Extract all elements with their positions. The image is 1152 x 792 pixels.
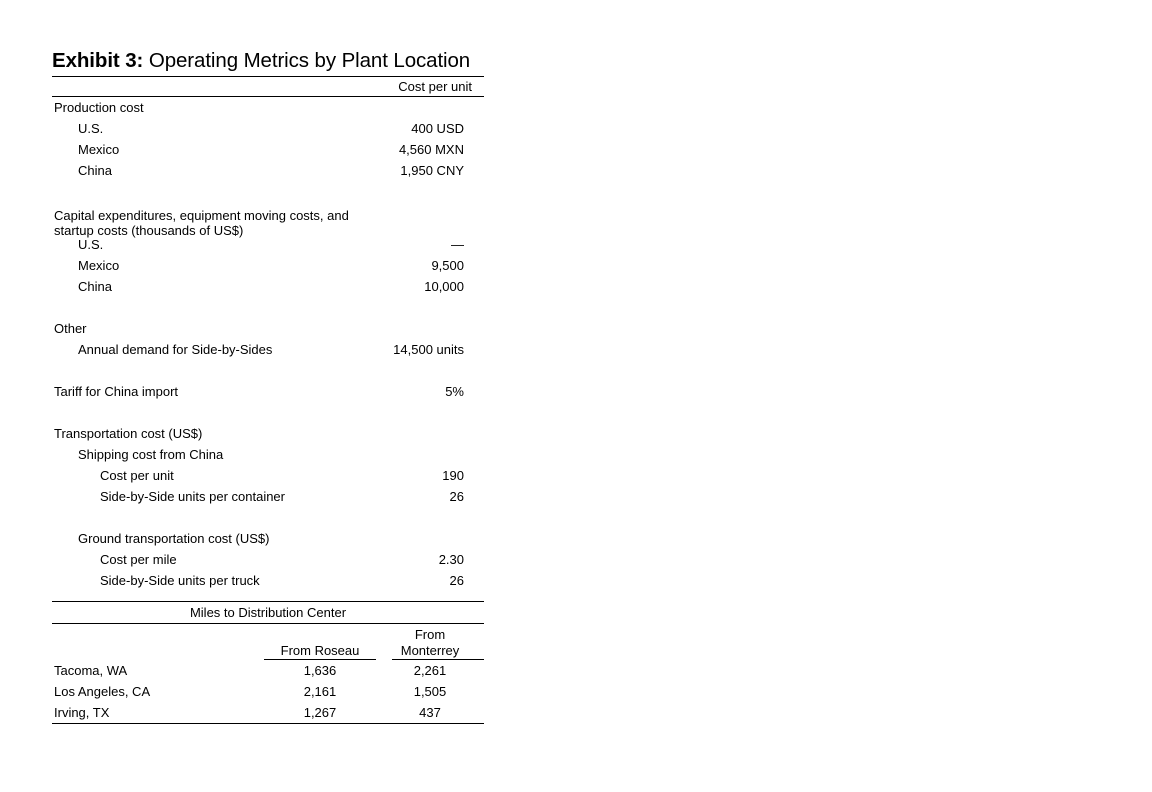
capex-heading: Capital expenditures, equipment moving costs, and startup costs (thousands of US$) [54, 208, 349, 238]
shipping-heading: Shipping cost from China [78, 447, 224, 462]
transportation-heading: Transportation cost (US$) [54, 426, 203, 441]
row-value: 4,560 MXN [398, 142, 464, 157]
row-label: Mexico [78, 258, 120, 273]
spacer [52, 297, 484, 318]
row-label: U.S. [78, 121, 104, 136]
spacer [52, 507, 484, 528]
miles-bottom-rule [52, 723, 484, 724]
row-value: 9,500 [431, 258, 464, 273]
row-label: U.S. [78, 237, 104, 252]
destination-label: Los Angeles, CA [54, 684, 151, 699]
column-header-cost-per-unit: Cost per unit [398, 79, 472, 94]
exhibit-title-text: Operating Metrics by Plant Location [143, 49, 471, 72]
row-value: 5% [445, 384, 464, 399]
production-cost-heading: Production cost [54, 100, 144, 115]
row-label: China [78, 163, 112, 178]
exhibit-table [52, 48, 484, 724]
tariff-row [52, 381, 484, 402]
miles-from-roseau: 1,636 [303, 663, 337, 678]
row-value: 26 [449, 489, 464, 504]
production-row-mexico [52, 139, 484, 160]
column-header-from-roseau: From Roseau [280, 643, 360, 658]
table-row [52, 702, 484, 723]
row-value: 400 USD [411, 121, 464, 136]
spacer [52, 360, 484, 381]
row-label: Tariff for China import [54, 384, 179, 399]
row-label: Cost per unit [100, 468, 174, 483]
miles-from-roseau: 2,161 [303, 684, 337, 699]
miles-from-monterrey: 2,261 [413, 663, 447, 678]
row-value: 10,000 [424, 279, 464, 294]
row-label: Annual demand for Side-by-Sides [78, 342, 273, 357]
ground-row-units-per-truck [52, 570, 484, 591]
row-label: Cost per mile [100, 552, 177, 567]
ground-row-cost-per-mile [52, 549, 484, 570]
table-row [52, 660, 484, 681]
miles-from-monterrey: 1,505 [413, 684, 447, 699]
production-row-china [52, 160, 484, 181]
destination-label: Tacoma, WA [54, 663, 128, 678]
row-value: — [451, 237, 464, 252]
ground-heading: Ground transportation cost (US$) [78, 531, 270, 546]
row-value: 14,500 units [393, 342, 464, 357]
miles-table [52, 601, 484, 724]
row-value: 1,950 CNY [400, 163, 464, 178]
exhibit-title [52, 48, 484, 76]
shipping-row-units-per-container [52, 486, 484, 507]
miles-table-title: Miles to Distribution Center [189, 605, 347, 620]
exhibit-number: Exhibit 3: [52, 49, 144, 72]
spacer [52, 181, 484, 202]
miles-column-headers [52, 624, 484, 660]
destination-label: Irving, TX [54, 705, 110, 720]
row-value: 190 [442, 468, 464, 483]
annual-demand-row [52, 339, 484, 360]
row-value: 26 [449, 573, 464, 588]
capex-row-us [52, 234, 484, 255]
table-row [52, 681, 484, 702]
production-row-us [52, 118, 484, 139]
row-label: Side-by-Side units per container [100, 489, 285, 504]
capex-row-mexico [52, 255, 484, 276]
miles-from-roseau: 1,267 [303, 705, 337, 720]
other-heading: Other [54, 321, 87, 336]
spacer [52, 402, 484, 423]
row-label: China [78, 279, 112, 294]
shipping-row-cost-per-unit [52, 465, 484, 486]
row-label: Mexico [78, 142, 120, 157]
column-header-from-monterrey: From Monterrey [400, 627, 460, 658]
row-label: Side-by-Side units per truck [100, 573, 260, 588]
miles-from-monterrey: 437 [419, 705, 441, 720]
row-value: 2.30 [438, 552, 464, 567]
capex-row-china [52, 276, 484, 297]
